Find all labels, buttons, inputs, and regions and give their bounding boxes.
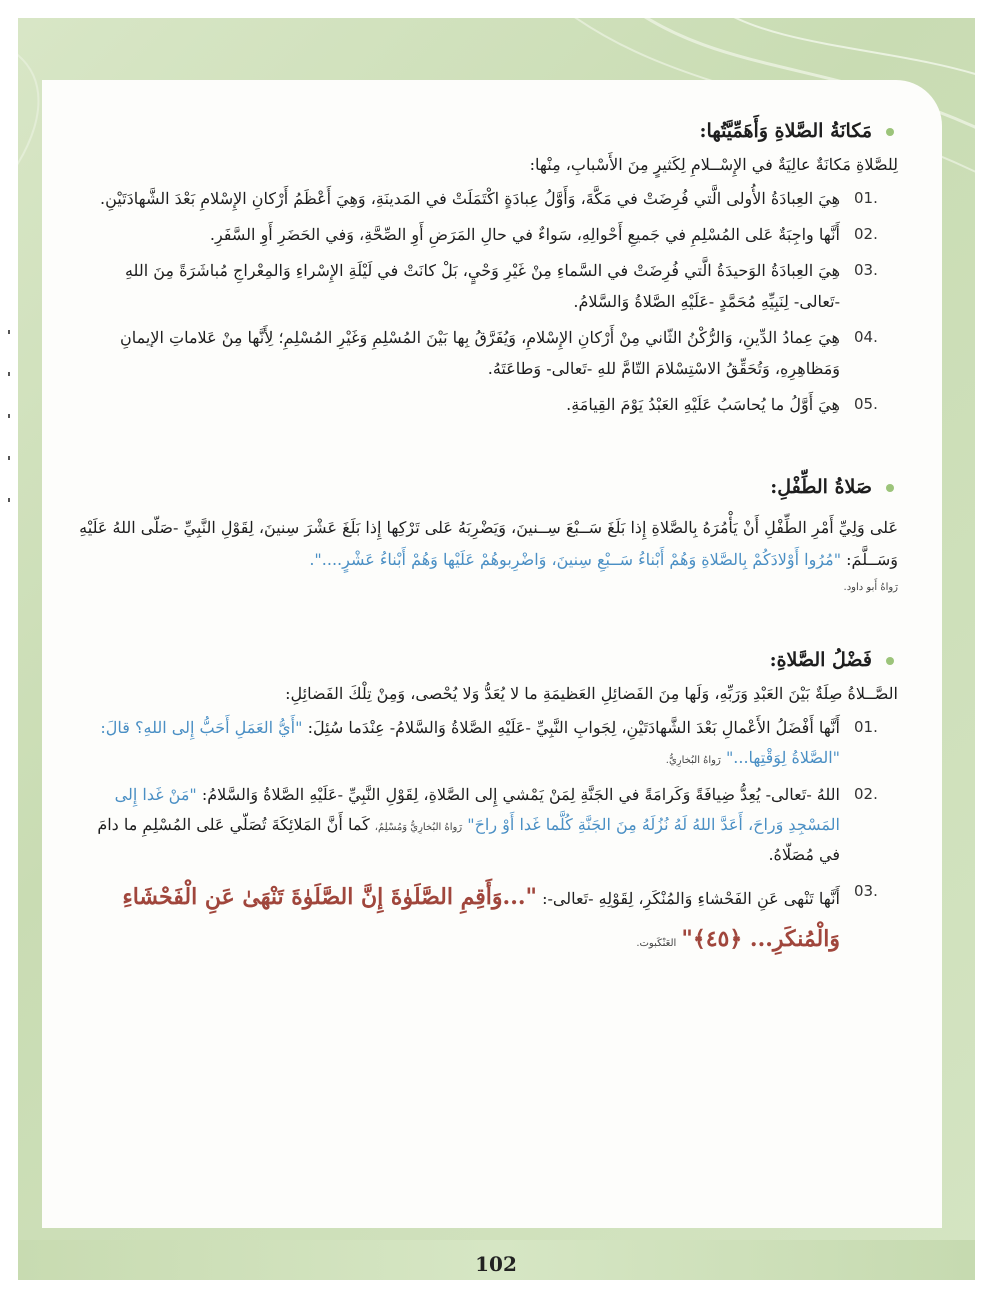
- item-text: اللهُ -تَعالى- يُعِدُّ ضِيافَةً وَكَرامَةً في الجَنَّةِ لِمَنْ يَمْشي إِلى الصَّلاةِ، لِقَوْلِ النَّبِيِّ -عَلَيْهِ الصَّلاةُ وَالسَّلامُ:: [201, 784, 840, 804]
- list-item: [78, 390, 898, 420]
- section-heading-importance: [78, 120, 898, 142]
- section-heading-child-prayer: [78, 476, 898, 498]
- list-item: [78, 323, 898, 384]
- list-item: [78, 220, 898, 250]
- child-prayer-paragraph: [78, 512, 898, 576]
- hadith-source: رَواهُ أَبو داود.: [843, 582, 898, 594]
- section-heading-virtue: [78, 649, 898, 671]
- bullet-dot-icon: [886, 484, 894, 492]
- item-text: هِيَ العِبادَةُ الأُولى الَّتي فُرِضَتْ في مَكَّةَ، وَأَوَّلُ عِبادَةٍ اكْتَمَلَتْ في المَدينَةِ، وَهِيَ أَعْظَمُ أَرْكانِ الإِسْلامِ بَعْدَ الشَّهادَتَيْنِ.: [100, 188, 840, 208]
- bullet-dot-icon: [886, 657, 894, 665]
- item-number: 01.: [854, 717, 878, 736]
- page-content: [78, 120, 898, 966]
- section-intro: لِلصَّلاةِ مَكانَةٌ عالِيَةٌ في الإِسْــلامِ لِكَثيرٍ مِنَ الأَسْبابِ، مِنْها:: [529, 155, 898, 174]
- item-number: 03.: [854, 261, 878, 280]
- item-text: هِيَ أَوَّلُ ما يُحاسَبُ عَلَيْهِ العَبْدُ يَوْمَ القِيامَةِ.: [566, 394, 840, 414]
- page-number: 102: [475, 1252, 517, 1276]
- hadith-source: رَواهُ البُخارِيُّ وَمُسْلِمٌ،: [374, 822, 463, 834]
- heading-text: مَكانَةُ الصَّلاةِ وَأَهَمِّيَّتُها:: [699, 120, 872, 142]
- bullet-dot-icon: [886, 128, 894, 136]
- hadith-quote: "أَيُّ العَمَلِ أَحَبُّ إِلى اللهِ؟ قالَ: "الصَّلاةُ لِوَقْتِها...": [100, 717, 840, 768]
- heading-text: صَلاةُ الطِّفْلِ:: [770, 476, 872, 499]
- item-tail-text: كَما أَنَّ المَلائِكَةَ تُصَلّي عَلى المُسْلِمِ ما دامَ في مُصَلّاهُ.: [97, 815, 840, 865]
- item-text: أَنَّها تَنْهى عَنِ الفَحْشاءِ وَالمُنْكَرِ، لِقَوْلِهِ -تَعالى-:: [542, 888, 840, 908]
- item-number: 02.: [854, 784, 878, 803]
- item-number: 04.: [854, 328, 878, 347]
- quran-source: العَنْكَبوت.: [636, 937, 677, 949]
- item-text: أَنَّها أَفْضَلُ الأَعْمالِ بَعْدَ الشَّهادَتَيْنِ، لِجَوابِ النَّبِيِّ -عَلَيْهِ الصَّلاةُ وَالسَّلامُ- عِنْدَما سُئِلَ:: [307, 717, 840, 737]
- quran-verse: "...وَأَقِمِ الصَّلَوٰةَ إِنَّ الصَّلَوٰةَ تَنْهَىٰ عَنِ الْفَحْشَاءِ وَالْمُنكَرِ... ﴿٤٥﴾": [122, 883, 840, 952]
- list-item: [78, 780, 898, 871]
- margin-ticks: [8, 330, 12, 540]
- item-text: أَنَّها واجِبَةٌ عَلى المُسْلِمِ في جَميعِ أَحْوالِهِ، سَواءٌ في حالِ المَرَضِ أَوِ الصِّحَّةِ، وَفي الحَضَرِ أَوِ السَّفَرِ.: [209, 224, 840, 244]
- hadith-quote: "مَنْ غَدا إِلى المَسْجِدِ وَراحَ، أَعَدَّ اللهُ لَهُ نُزُلَهُ مِنَ الجَنَّةِ كُلَّما غَدا أَوْ راحَ": [114, 784, 840, 835]
- list-item: [78, 256, 898, 317]
- item-text: هِيَ العِبادَةُ الوَحيدَةُ الَّتي فُرِضَتْ في السَّماءِ مِنْ غَيْرِ وَحْيٍ، بَلْ كانَتْ في لَيْلَةِ الإِسْراءِ وَالمِعْراجِ مُباشَرَةً مِنَ اللهِ -تَعالى- لِنَبِيِّهِ مُحَمَّدٍ -عَلَيْهِ الصَّلاةُ وَالسَّلامُ.: [124, 261, 840, 311]
- list-item: [78, 713, 898, 774]
- heading-text: فَضْلُ الصَّلاةِ:: [769, 649, 872, 672]
- list-item: [78, 877, 898, 961]
- item-number: 02.: [854, 224, 878, 243]
- section-intro: الصَّــلاةُ صِلَةٌ بَيْنَ العَبْدِ وَرَبِّهِ، وَلَها مِنَ الفَضائِلِ العَظيمَةِ ما لا يُعَدُّ وَلا يُحْصى، وَمِنْ تِلْكَ الفَضائِلِ:: [285, 684, 898, 704]
- item-number: 05.: [854, 394, 878, 413]
- item-number: 03.: [854, 881, 878, 900]
- list-item: [78, 184, 898, 214]
- paragraph-text: عَلى وَلِيِّ أَمْرِ الطِّفْلِ أَنْ يَأْمُرَهُ بِالصَّلاةِ إِذا بَلَغَ سَــبْعَ سِــنينَ، وَيَضْرِبَهُ عَلى تَرْكِها إِذا بَلَغَ عَشْرَ سِنينَ، لِقَوْلِ النَّبِيِّ -صَلّى اللهُ عَلَيْهِ وَسَــلَّمَ:: [79, 518, 898, 570]
- item-text: هِيَ عِمادُ الدِّينِ، وَالرُّكْنُ الثّاني مِنْ أَرْكانِ الإِسْلامِ، وَيُفَرَّقُ بِها بَيْنَ المُسْلِمِ وَغَيْرِ المُسْلِمِ؛ لِأَنَّها مِنْ عَلاماتِ الإيمانِ وَمَظاهِرِهِ، وَتُحَقِّقُ الاسْتِسْلامَ التّامَّ للهِ -تَعالى- وَطاعَتَهُ.: [120, 328, 840, 378]
- item-number: 01.: [854, 188, 878, 207]
- hadith-quote: "مُرُوا أَوْلادَكُمْ بِالصَّلاةِ وَهُمْ أَبْناءُ سَــبْعِ سِنينَ، وَاضْرِبوهُمْ عَلَيْها وَهُمْ أَبْناءُ عَشْرٍ....".: [309, 550, 842, 570]
- hadith-source: رَواهُ البُخارِيُّ.: [665, 755, 721, 767]
